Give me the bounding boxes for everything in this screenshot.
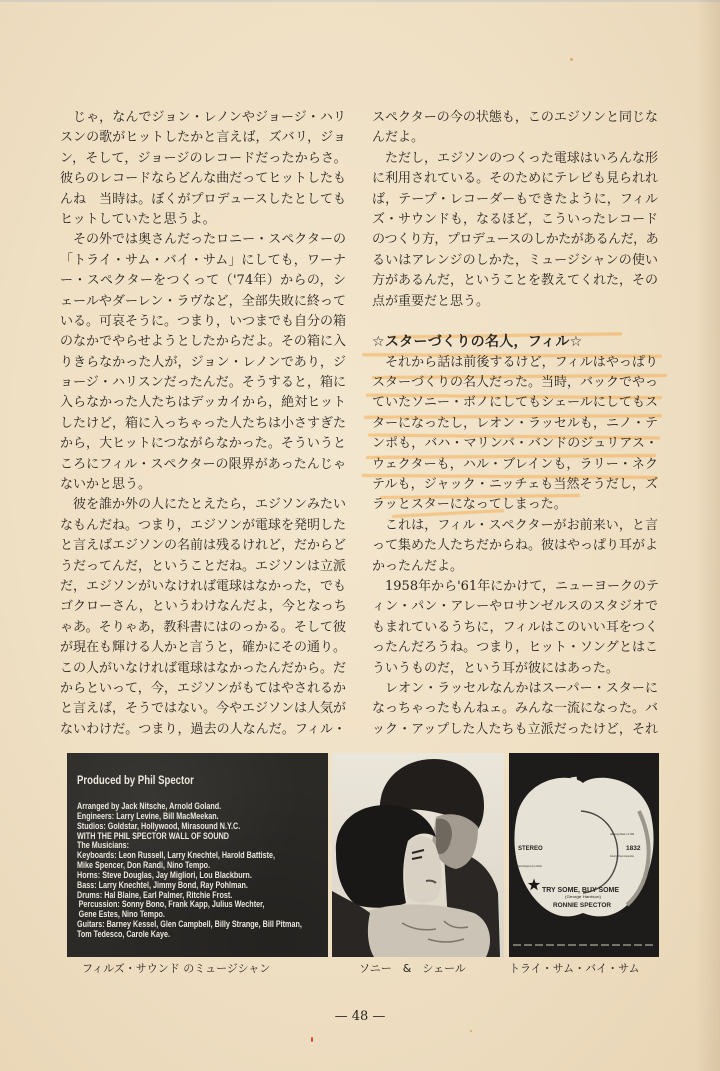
text-line: 1958年から'61年にかけて，ニューヨークのテ (385, 578, 659, 594)
text-line: んだよ。 (372, 130, 425, 146)
text-line: ヒットしていたと思うよ。 (60, 211, 216, 227)
blank-line (372, 312, 658, 332)
label-artist: RONNIE SPECTOR (553, 902, 612, 909)
text-line: なもんだね。つまり，エジソンが電球を発明した (60, 517, 347, 533)
text-line: ていたソニー・ボノにしてもシェールにしてもス (372, 395, 658, 411)
text-line: だ，エジソンがいなければ電球はなかった，でも (60, 578, 347, 594)
text-line: いる。可哀そうに。つまり，いつまでも自分の箱 (60, 313, 347, 329)
text-line: ういうものだ，という耳が彼にはあった。 (372, 660, 619, 676)
record-caption: トライ・サム・バイ・サム (509, 962, 640, 975)
article-right-column (372, 108, 658, 740)
text-line: 点が重要だと思う。 (372, 293, 490, 309)
spacer (77, 787, 341, 802)
credit-line: Horns: Steve Douglas, Jay Migliori, Lou Blackburn. (77, 869, 252, 880)
text-line: ころにフィル・スペクターの限界があったんじゃ (60, 456, 346, 472)
text-line: からといって，今，エジソンがもてはやされるか (60, 680, 346, 696)
credit-line: Gene Estes, Nino Tempo. (78, 909, 165, 920)
text-line: ば，テープ・レコーダーもできたように，フィル (372, 191, 658, 207)
credits-title: Produced by Phil Spector (77, 773, 194, 787)
paper-speck (570, 58, 573, 61)
text-line: ウェクターも，ハル・ブレインも，ラリー・ネク (372, 456, 658, 472)
text-line: から，大ヒットにつながらなかった。そういうと (60, 436, 346, 452)
text-line: レオン・ラッセルなんかはスーパー・スターに (385, 680, 658, 696)
text-line: ョージ・ハリスンだったんだ。そうすると，箱に (60, 375, 346, 391)
photo-caption: ソニー & シェール (359, 962, 466, 975)
text-line: じゃ，なんでジョン・レノンやジョージ・ハリ (73, 110, 346, 125)
text-line: 彼を誰か外の人にたとえたら，エジソンみたい (73, 497, 347, 513)
credit-line: Guitars: Barney Kessel, Glen Campbell, Billy Strange, Bill Pitman, (77, 919, 302, 930)
credits-text (77, 773, 341, 940)
label-composer: (George Harrison) (565, 895, 601, 899)
label-song-title: TRY SOME, BUY SOME (542, 885, 620, 894)
page-curvature-shadow (696, 0, 720, 1071)
text-line: ィン・パン・アレーやロサンゼルスのスタジオで (372, 599, 658, 615)
credit-line: Percussion: Sonny Bono, Frank Kapp, Julius Wechter, (78, 899, 265, 910)
credit-line: Arranged by Jack Nitsche, Arnold Goland. (77, 801, 222, 811)
text-line: のつくり方，プロデュースのしかたがあるんだ，あ (372, 232, 658, 248)
text-line: ー・スペクターをつくって（'74年）からの，シ (60, 273, 346, 289)
text-line: るいはアレンジのしかた，ミュージシャンの使い (372, 252, 658, 268)
text-line: スンの歌がヒットしたかと言えば，ズバリ，ジョ (60, 130, 346, 146)
article-left-column (60, 108, 346, 740)
scan-top-edge (0, 0, 720, 2)
label-publisher: Harrisongs Music, Inc. BMI (610, 832, 635, 836)
text-line: テルも，ジャック・ニッチェも当然そうだし，ズ (372, 477, 658, 493)
text-line: のなかでやらせようとしたからだよ。その箱に入 (60, 334, 346, 350)
text-line: その外では奥さんだったロニー・スペクターの (73, 232, 346, 248)
text-line: ン，そして，ジョージのレコードだったからさ。 (60, 150, 346, 166)
text-line: スターづくりの名人だった。当時，バックでやっ (372, 375, 659, 391)
wall-of-sound-credits-panel (67, 753, 328, 957)
text-line: 「トライ・サム・バイ・サム」にしても，ワーナ (60, 252, 346, 268)
credit-line: Tom Tedesco, Carole Kaye. (77, 928, 170, 939)
embracing-arms (366, 904, 490, 957)
text-line: ゴクローさん，というわけなんだよ，今となっち (60, 599, 347, 615)
paper-speck (470, 1030, 472, 1032)
text-line: ンポも，バハ・マリンバ・バンドのジュリアス・ (372, 436, 658, 452)
credit-line: Keyboards: Leon Russell, Larry Knechtel, Harold Battiste, (77, 850, 276, 861)
credit-line: The Musicians: (77, 840, 130, 851)
text-line: ターになったし，レオン・ラッセルも，ニノ・テ (372, 415, 658, 431)
record-label-photo (509, 753, 659, 957)
text-line: ラッとスターになってしまった。 (372, 497, 567, 513)
credit-line: Mike Spencer, Don Randi, Nino Tempo. (77, 860, 211, 871)
text-line: スペクターの今の状態も，このエジソンと同じな (372, 110, 658, 125)
label-production: Produced by Phil Spector & George Harrison (610, 854, 635, 858)
text-line: うだってんだ，ということだね。エジソンは立派 (60, 558, 347, 574)
text-line: これは，フィル・スペクターがお前来い，と言 (385, 517, 658, 533)
text-line: なっちゃったもんねェ。みんな一流になった。バ (372, 701, 659, 717)
text-line: ただし，エジソンのつくった電球はいろんな形 (385, 150, 658, 166)
credit-line: Bass: Larry Knechtel, Jimmy Bond, Ray Pohlman. (77, 879, 248, 890)
text-line: それから話は前後するけど，フィルはやっぱり (385, 354, 658, 370)
text-line: もまれているうちに，フィルはこのいい耳をつく (372, 619, 658, 635)
text-line: 方があるんだ，ということを教えてくれた，その (372, 273, 659, 289)
credit-line: Drums: Hal Blaine, Earl Palmer, Ritchie Frost. (77, 889, 233, 900)
text-line: ゃあ。そりゃあ，教科書にはのっかる。そして彼 (60, 619, 346, 635)
text-line: ったんだろうね。つまり，ヒット・ソングとはこ (372, 640, 658, 656)
label-catalog-number: 1832 (626, 845, 641, 852)
text-line: 入らなかった人たちはデッカイから，絶対ヒット (60, 395, 346, 411)
label-arrangement: Orchestral Arrangement by J. Nitzsche (514, 864, 543, 868)
paper-speck (311, 1037, 313, 1042)
text-line: この人がいなければ電球はなかったんだから。だ (60, 660, 347, 676)
text-line: んね 当時は。ぼくがプロデュースしたとしても (60, 191, 346, 207)
text-line: したけど，箱に入っちゃった人たちは小さすぎた (60, 415, 347, 431)
section-heading: ☆スターづくりの名人，フィル☆ (372, 334, 583, 351)
text-line: ェールやダーレン・ラヴなど，全部失敗に終って (60, 293, 346, 309)
text-line: と言えばエジソンの名前は残るけれど，だからど (60, 538, 347, 554)
text-line: と言えば，そうではない。今やエジソンは人気が (60, 701, 347, 717)
text-line: って集めた人たちだからね。彼はやっぱり耳がよ (372, 538, 659, 554)
text-line: ないわけだ。つまり，過去の人なんだ。フィル・ (60, 721, 346, 737)
text-line: りきらなかった人が，ジョン・レノンであり，ジ (60, 354, 346, 370)
sonny-and-cher-photo (332, 753, 504, 957)
text-line: が現在も輝ける人かと言うと，確かにその通り。 (60, 640, 347, 656)
credit-line: WITH THE PHIL SPECTOR WALL OF SOUND (77, 830, 230, 841)
credit-line: Studios: Goldstar, Hollywood, Mirasound N.Y.C. (77, 820, 241, 831)
text-line: かったんだよ。 (372, 558, 464, 574)
text-line: ック・アップした人たちも立派だったけど，それ (372, 721, 658, 737)
label-format: STEREO (518, 846, 543, 852)
text-line: ないかと思う。 (60, 477, 152, 493)
text-line: に利用されている。そのためにテレビも見られれ (372, 171, 658, 187)
text-line: 彼らのレコードならどんな曲だってヒットしたも (60, 171, 346, 187)
text-line: ズ・サウンドも，なるほど，こういったレコード (372, 211, 659, 227)
credits-caption: フィルズ・サウンド のミュージシャン (82, 962, 271, 975)
page-number: — 48 — (334, 1009, 386, 1024)
credit-line: Engineers: Larry Levine, Bill MacMeekan. (77, 810, 219, 821)
